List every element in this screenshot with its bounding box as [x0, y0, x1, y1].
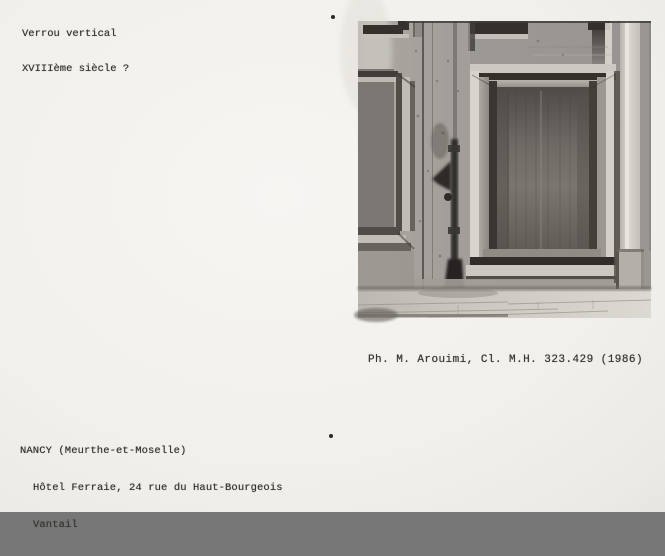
subject-line-1: Verrou vertical	[22, 28, 117, 41]
door-photograph	[358, 21, 651, 318]
parquet-floor	[354, 286, 651, 322]
location-line: NANCY (Meurthe-et-Moselle)	[20, 444, 187, 457]
subject-annotation	[22, 6, 129, 99]
object-line: Vantail	[33, 519, 78, 532]
left-door-leaf	[358, 21, 415, 318]
subject-line-2: XVIIIème siècle ?	[22, 62, 130, 75]
ink-speck	[331, 15, 335, 19]
door-photograph-rendering	[358, 21, 651, 318]
identification-block	[20, 420, 283, 556]
photo-top-edge	[406, 21, 651, 23]
ink-speck	[329, 434, 333, 438]
building-line: Hôtel Ferraie, 24 rue du Haut-Bourgeois	[33, 482, 283, 495]
photo-caption: Ph. M. Arouimi, Cl. M.H. 323.429 (1986)	[368, 354, 643, 366]
